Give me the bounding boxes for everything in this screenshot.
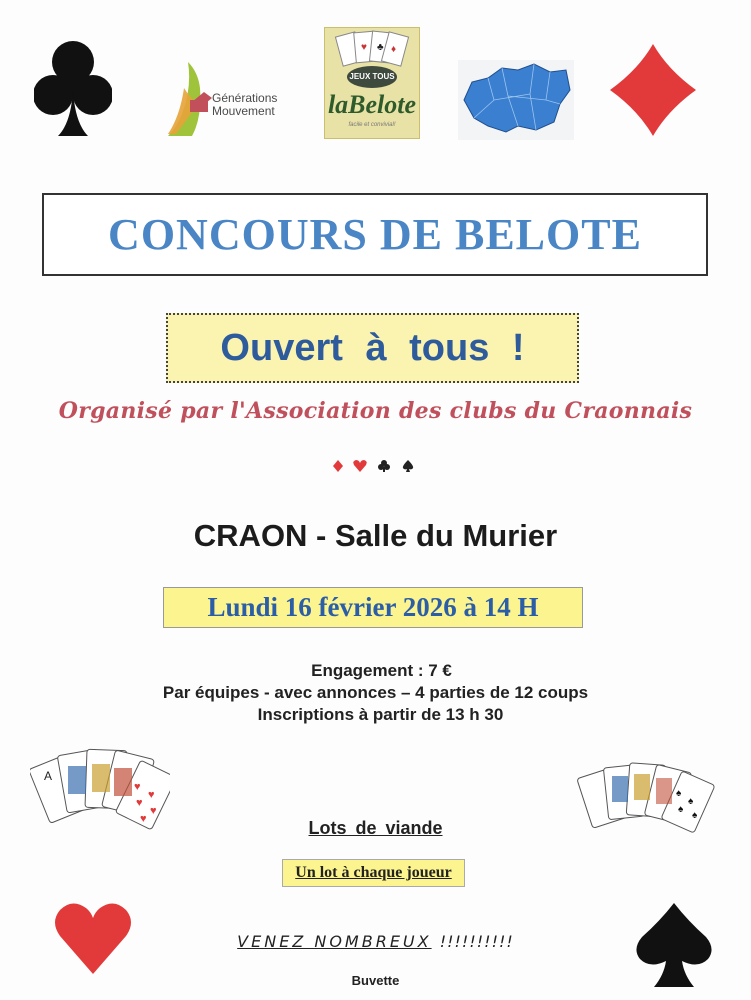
prize-note: Un lot à chaque joueur: [295, 864, 452, 881]
game-format: Par équipes - avec annonces – 4 parties de 12 coups: [162, 683, 589, 702]
date-box: [163, 587, 583, 628]
svg-text:♠: ♠: [676, 788, 682, 799]
generations-mouvement-logo: [162, 58, 294, 138]
svg-text:♥: ♥: [148, 789, 155, 801]
svg-text:♣: ♣: [377, 42, 384, 53]
svg-text:♥: ♥: [134, 781, 141, 793]
open-to-all-box: [166, 313, 579, 383]
svg-text:♠: ♠: [688, 796, 694, 807]
la-belote-logo: [324, 27, 420, 139]
title-box: [42, 193, 708, 276]
organiser-text: Organisé par l'Association des clubs du Craonnais: [58, 398, 693, 424]
svg-text:♥: ♥: [136, 797, 143, 809]
event-details: [0, 660, 751, 726]
page-title: CONCOURS DE BELOTE: [108, 210, 642, 259]
registration-time: Inscriptions à partir de 13 h 30: [257, 705, 504, 724]
svg-text:♦: ♦: [391, 44, 397, 55]
open-to-all-text: Ouvert à tous !: [220, 326, 525, 369]
call-to-action: [0, 932, 751, 951]
prize-note-box: [282, 859, 465, 887]
event-date: Lundi 16 février 2026 à 14 H: [207, 592, 539, 622]
refreshments-text: Buvette: [351, 973, 400, 988]
prizes-heading: Lots de viande: [308, 818, 443, 838]
svg-text:♥: ♥: [150, 805, 157, 817]
diamond-icon: [610, 44, 696, 136]
suits-row-icon: [330, 458, 420, 474]
event-location: CRAON - Salle du Murier: [193, 518, 558, 553]
entry-fee: Engagement : 7 €: [311, 661, 452, 680]
club-icon: [34, 38, 112, 138]
svg-text:♠: ♠: [692, 810, 698, 821]
generations-line1: Générations: [212, 91, 278, 105]
belote-tagline: facile et convivial!: [348, 122, 396, 128]
region-map-image: [458, 60, 574, 140]
belote-logo-name: laBelote: [327, 90, 417, 119]
svg-text:A: A: [44, 769, 53, 783]
svg-text:♥: ♥: [140, 813, 147, 825]
call-to-action-exclaim: !!!!!!!!!!: [439, 932, 514, 951]
jeux-tous-badge: JEUX TOUS: [347, 66, 397, 88]
svg-text:♥: ♥: [361, 42, 367, 53]
generations-line2: Mouvement: [212, 104, 275, 118]
call-to-action-text: VENEZ NOMBREUX: [237, 932, 432, 951]
svg-text:♠: ♠: [678, 804, 684, 815]
